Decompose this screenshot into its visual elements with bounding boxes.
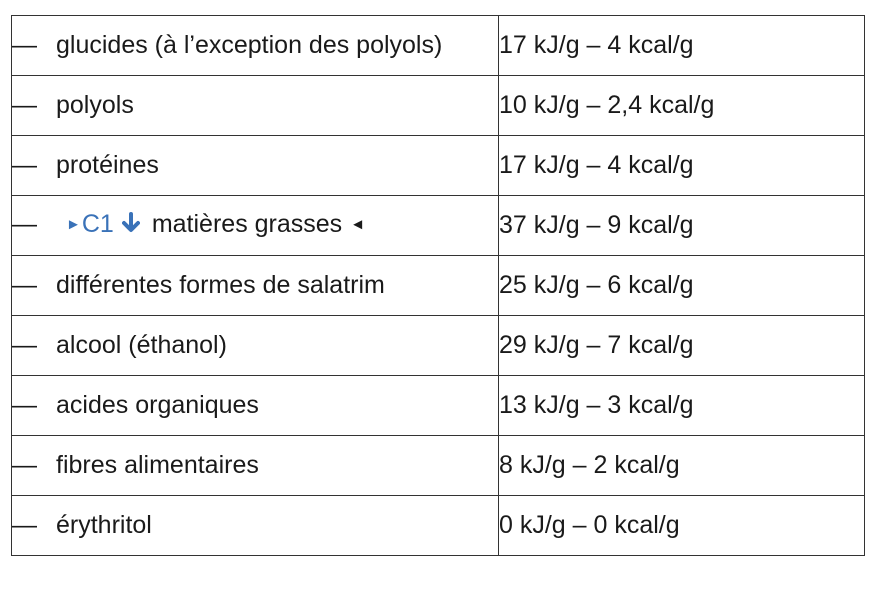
table-row: [12, 376, 865, 436]
nutrient-cell: [12, 16, 499, 76]
table-row: [12, 196, 865, 256]
nutrient-name: acides organiques: [56, 391, 259, 419]
energy-value: 37 kJ/g – 9 kcal/g: [499, 196, 865, 256]
energy-value: 0 kJ/g – 0 kcal/g: [499, 496, 865, 556]
dash-marker: —: [12, 451, 37, 479]
amendment-label: C1: [81, 210, 114, 238]
energy-value: 17 kJ/g – 4 kcal/g: [499, 16, 865, 76]
table-row: [12, 256, 865, 316]
energy-value: 17 kJ/g – 4 kcal/g: [499, 136, 865, 196]
energy-value: 25 kJ/g – 6 kcal/g: [499, 256, 865, 316]
amendment-link-c1[interactable]: [66, 210, 114, 238]
energy-value: 10 kJ/g – 2,4 kcal/g: [499, 76, 865, 136]
energy-value: 13 kJ/g – 3 kcal/g: [499, 376, 865, 436]
nutrient-name: fibres alimentaires: [56, 451, 259, 479]
nutrient-cell: [12, 436, 499, 496]
nutrient-cell: [12, 316, 499, 376]
dash-marker: —: [12, 210, 37, 238]
nutrient-name: polyols: [56, 91, 134, 119]
amendment-close-marker: ◄: [350, 216, 366, 233]
nutrient-cell: [12, 136, 499, 196]
nutrient-cell: [12, 196, 499, 256]
dash-marker: —: [12, 151, 37, 179]
nutrient-cell: [12, 76, 499, 136]
dash-marker: —: [12, 271, 37, 299]
nutrient-cell: [12, 376, 499, 436]
dash-marker: —: [12, 31, 37, 59]
dash-marker: —: [12, 331, 37, 359]
nutrient-name: protéines: [56, 151, 159, 179]
table-row: [12, 316, 865, 376]
dash-marker: —: [12, 91, 37, 119]
nutrient-name: glucides (à l’exception des polyols): [56, 31, 443, 59]
conversion-factors-table: [11, 15, 865, 556]
arrow-down-icon[interactable]: [122, 212, 140, 239]
nutrient-cell: [12, 496, 499, 556]
amendment-open-marker: ►: [66, 216, 81, 233]
table-row: [12, 436, 865, 496]
table-row: [12, 16, 865, 76]
energy-value: 8 kJ/g – 2 kcal/g: [499, 436, 865, 496]
nutrient-name: alcool (éthanol): [56, 331, 227, 359]
table-row: [12, 136, 865, 196]
energy-value: 29 kJ/g – 7 kcal/g: [499, 316, 865, 376]
nutrient-name: différentes formes de salatrim: [56, 271, 385, 299]
table-row: [12, 76, 865, 136]
nutrient-name: matières grasses: [151, 210, 343, 238]
table-row: [12, 496, 865, 556]
nutrient-name: érythritol: [56, 511, 152, 539]
dash-marker: —: [12, 511, 37, 539]
dash-marker: —: [12, 391, 37, 419]
nutrient-cell: [12, 256, 499, 316]
